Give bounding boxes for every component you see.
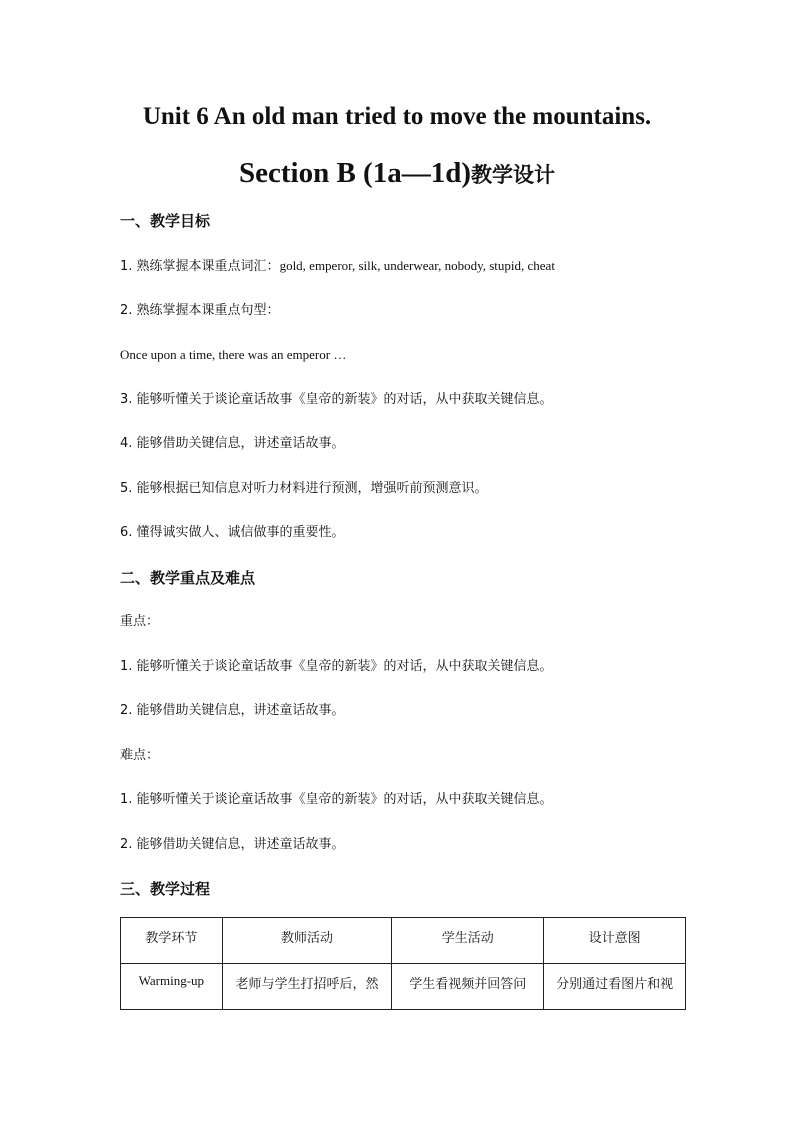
objective-item <box>120 391 553 409</box>
item-number: 2. <box>120 703 133 718</box>
document-title: Unit 6 An old man tried to move the mountains. <box>142 103 652 130</box>
difficult-points-label: 难点： <box>120 748 160 763</box>
table-row <box>121 964 686 1010</box>
difficult-point-item <box>120 836 345 854</box>
item-number: 2. <box>120 303 133 318</box>
table-header-cell: 学生活动 <box>392 918 544 964</box>
subtitle-en: Section B (1a—1d) <box>239 157 471 189</box>
objective-item <box>120 302 280 320</box>
item-number: 1. <box>120 659 133 674</box>
item-text: 懂得诚实做人、诚信做事的重要性。 <box>136 525 345 540</box>
subtitle-cn: 教学设计 <box>471 163 555 187</box>
item-vocab: gold, emperor, silk, underwear, nobody, stupid, cheat <box>279 258 555 273</box>
item-text: 能够根据已知信息对听力材料进行预测，增强听前预测意识。 <box>136 481 488 496</box>
item-text: 能够借助关键信息，讲述童话故事。 <box>136 436 345 451</box>
key-points-label: 重点： <box>120 614 160 629</box>
objective-example-sentence <box>120 346 346 365</box>
difficult-point-item <box>120 791 553 809</box>
item-number: 1. <box>120 259 133 274</box>
item-number: 5. <box>120 481 133 496</box>
item-text: 能够听懂关于谈论童话故事《皇帝的新装》的对话，从中获取关键信息。 <box>136 659 553 674</box>
item-text: 能够借助关键信息，讲述童话故事。 <box>136 703 345 718</box>
table-cell: 分别通过看图片和视 <box>544 964 686 1010</box>
item-text: 熟练掌握本课重点词汇： <box>136 259 280 274</box>
section-heading-process: 三、教学过程 <box>120 880 211 898</box>
item-number: 1. <box>120 792 133 807</box>
table-header-cell: 设计意图 <box>544 918 686 964</box>
objective-item <box>120 480 488 498</box>
teaching-process-table <box>120 917 686 1010</box>
item-text: 能够听懂关于谈论童话故事《皇帝的新装》的对话，从中获取关键信息。 <box>136 392 553 407</box>
item-text: 熟练掌握本课重点句型： <box>136 303 280 318</box>
item-sentence: Once upon a time, there was an emperor … <box>120 347 347 362</box>
key-point-item <box>120 702 345 720</box>
section-heading-key-points: 二、教学重点及难点 <box>120 569 256 587</box>
item-number: 2. <box>120 837 133 852</box>
objective-item <box>120 524 345 542</box>
table-cell: 学生看视频并回答问 <box>392 964 544 1010</box>
table-header-row <box>121 918 686 964</box>
item-text: 能够听懂关于谈论童话故事《皇帝的新装》的对话，从中获取关键信息。 <box>136 792 553 807</box>
table-cell: 老师与学生打招呼后，然 <box>222 964 392 1010</box>
table-header-cell: 教师活动 <box>222 918 392 964</box>
item-number: 6. <box>120 525 133 540</box>
key-point-item <box>120 658 553 676</box>
table-cell: Warming-up <box>121 964 223 1010</box>
item-text: 能够借助关键信息，讲述童话故事。 <box>136 837 345 852</box>
item-number: 4. <box>120 436 133 451</box>
item-number: 3. <box>120 392 133 407</box>
document-subtitle <box>0 154 794 194</box>
table-header-cell: 教学环节 <box>121 918 223 964</box>
section-heading-objectives: 一、教学目标 <box>120 212 211 230</box>
objective-item <box>120 435 345 453</box>
objective-item <box>120 257 555 276</box>
